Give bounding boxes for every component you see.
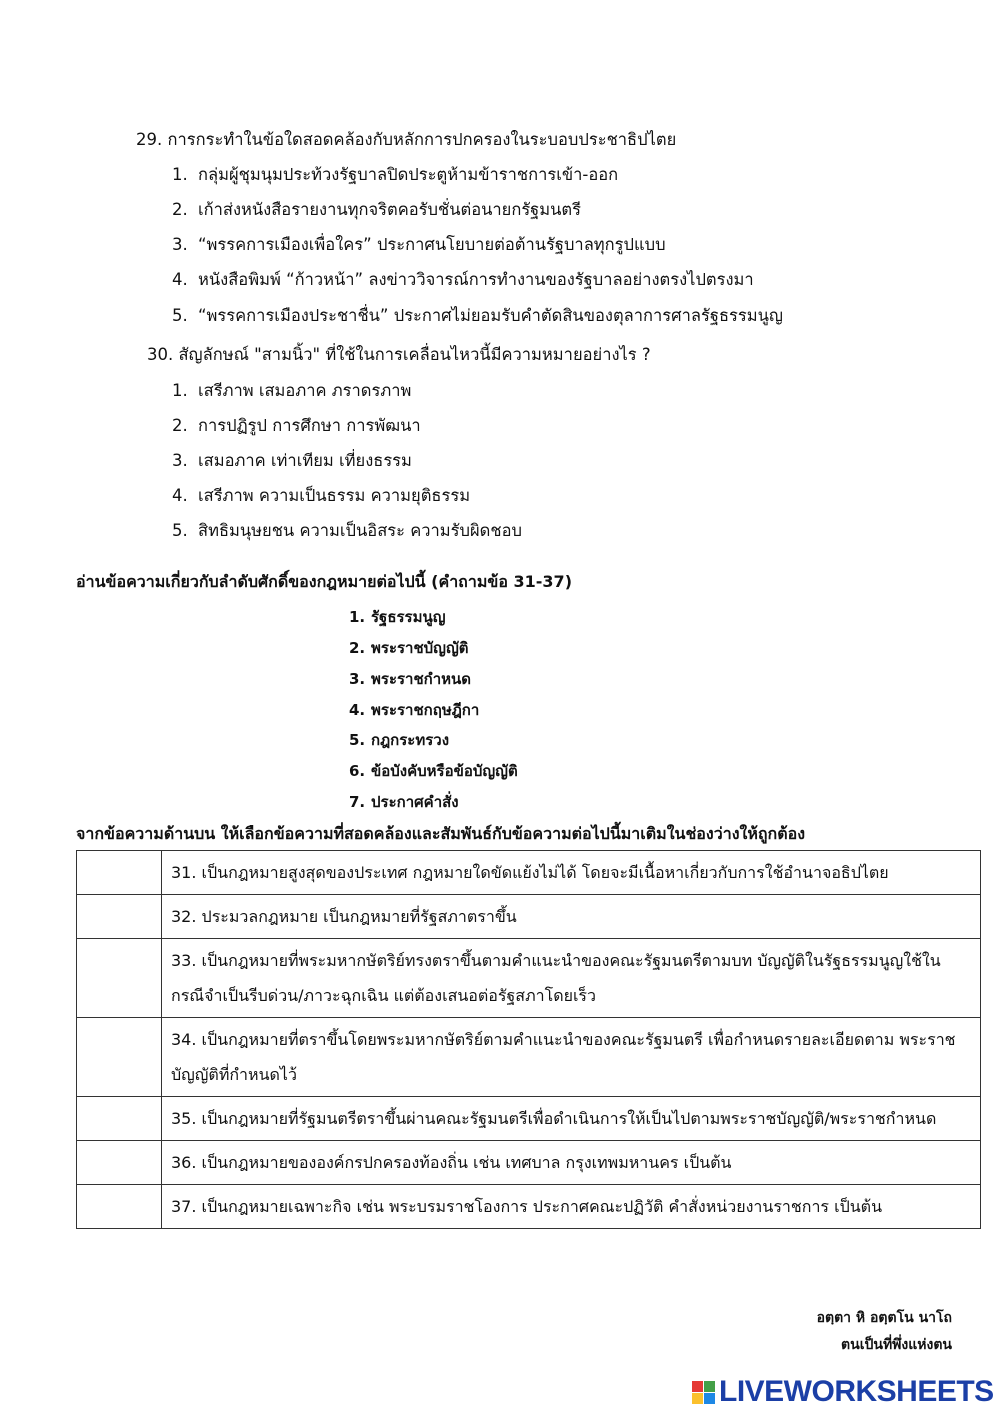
table-row [77,1185,981,1229]
footer-motto-thai: ตนเป็นที่พึ่งแห่งตน [841,1337,952,1353]
statement-36: 36. เป็นกฎหมายขององค์กรปกครองท้องถิ่น เช่น เทศบาล กรุงเทพมหานคร เป็นต้น [162,1141,981,1185]
answer-blank-31[interactable] [77,851,162,895]
q29-option-1[interactable]: 1. กลุ่มผู้ชุมนุมประท้วงรัฐบาลปิดประตูห้ามข้าราชการเข้า-ออก [172,165,619,184]
law-item-7: 7. ประกาศคำสั่ง [349,793,459,811]
question-29: 29. การกระทำในข้อใดสอดคล้องกับหลักการปกครองในระบอบประชาธิปไตย [136,130,677,149]
footer-motto-pali: อตฺตา หิ อตฺตโน นาโถ [816,1310,952,1326]
q30-option-4[interactable]: 4. เสรีภาพ ความเป็นธรรม ความยุติธรรม [172,486,471,505]
answer-blank-34[interactable] [77,1018,162,1097]
law-item-6: 6. ข้อบังคับหรือข้อบัญญัติ [349,762,518,780]
statement-35: 35. เป็นกฎหมายที่รัฐมนตรีตราขึ้นผ่านคณะรัฐมนตรีเพื่อดำเนินการให้เป็นไปตามพระราชบัญญัติ/พระราชกำหนด [162,1097,981,1141]
liveworksheets-logo-icon [692,1381,715,1404]
q30-option-5[interactable]: 5. สิทธิมนุษยชน ความเป็นอิสระ ความรับผิดชอบ [172,521,522,540]
law-hierarchy-heading: อ่านข้อความเกี่ยวกับลำดับศักดิ์ของกฎหมายต่อไปนี้ (คำถามข้อ 31-37) [76,572,572,591]
table-row [77,1141,981,1185]
law-item-5: 5. กฎกระทรวง [349,731,450,749]
answer-blank-37[interactable] [77,1185,162,1229]
matching-table [76,850,981,1229]
statement-33: 33. เป็นกฎหมายที่พระมหากษัตริย์ทรงตราขึ้นตามคำแนะนำของคณะรัฐมนตรีตามบท บัญญัติในรัฐธรรมนูญใช้ใน กรณีจำเป็นรีบด่วน/ภาวะฉุกเฉิน แต่ต้องเสนอต่อรัฐสภาโดยเร็ว [162,939,981,1018]
law-item-1: 1. รัฐธรรมนูญ [349,608,446,626]
table-row [77,895,981,939]
brand-name: LIVEWORKSHEETS [719,1375,994,1408]
table-row [77,1097,981,1141]
table-row [77,851,981,895]
statement-34: 34. เป็นกฎหมายที่ตราขึ้นโดยพระมหากษัตริย์ตามคำแนะนำของคณะรัฐมนตรี เพื่อกำหนดรายละเอียดตาม พระราชบัญญัติที่กำหนดไว้ [162,1018,981,1097]
law-item-2: 2. พระราชบัญญัติ [349,639,469,657]
q30-option-2[interactable]: 2. การปฏิรูป การศึกษา การพัฒนา [172,416,421,435]
liveworksheets-logo [692,1375,994,1409]
statement-31: 31. เป็นกฎหมายสูงสุดของประเทศ กฎหมายใดขัดแย้งไม่ได้ โดยจะมีเนื้อหาเกี่ยวกับการใช้อำนาจอธิปไตย [162,851,981,895]
question-30: 30. สัญลักษณ์ "สามนิ้ว" ที่ใช้ในการเคลื่อนไหวนี้มีความหมายอย่างไร ? [147,345,651,364]
q30-option-1[interactable]: 1. เสรีภาพ เสมอภาค ภราดรภาพ [172,381,412,400]
q29-option-5[interactable]: 5. “พรรคการเมืองประชาชื่น” ประกาศไม่ยอมรับคำตัดสินของตุลาการศาลรัฐธรรมนูญ [172,306,783,325]
law-item-3: 3. พระราชกำหนด [349,670,472,688]
q29-option-2[interactable]: 2. เก้าส่งหนังสือรายงานทุกจริตคอรับชั่นต่อนายกรัฐมนตรี [172,200,582,219]
q29-option-3[interactable]: 3. “พรรคการเมืองเพื่อใคร” ประกาศนโยบายต่อต้านรัฐบาลทุกรูปแบบ [172,235,666,254]
q30-option-3[interactable]: 3. เสมอภาค เท่าเทียม เที่ยงธรรม [172,451,412,470]
answer-blank-32[interactable] [77,895,162,939]
table-row [77,939,981,1018]
matching-instruction: จากข้อความด้านบน ให้เลือกข้อความที่สอดคล้องและสัมพันธ์กับข้อความต่อไปนี้มาเติมในช่องว่างให้ถูกต้อง [76,824,806,843]
law-item-4: 4. พระราชกฤษฎีกา [349,701,480,719]
statement-32: 32. ประมวลกฎหมาย เป็นกฎหมายที่รัฐสภาตราขึ้น [162,895,981,939]
answer-blank-36[interactable] [77,1141,162,1185]
answer-blank-35[interactable] [77,1097,162,1141]
answer-blank-33[interactable] [77,939,162,1018]
q29-option-4[interactable]: 4. หนังสือพิมพ์ “ก้าวหน้า” ลงข่าววิจารณ์การทำงานของรัฐบาลอย่างตรงไปตรงมา [172,270,754,289]
statement-37: 37. เป็นกฎหมายเฉพาะกิจ เช่น พระบรมราชโองการ ประกาศคณะปฏิวัติ คำสั่งหน่วยงานราชการ เป็นต้น [162,1185,981,1229]
table-row [77,1018,981,1097]
